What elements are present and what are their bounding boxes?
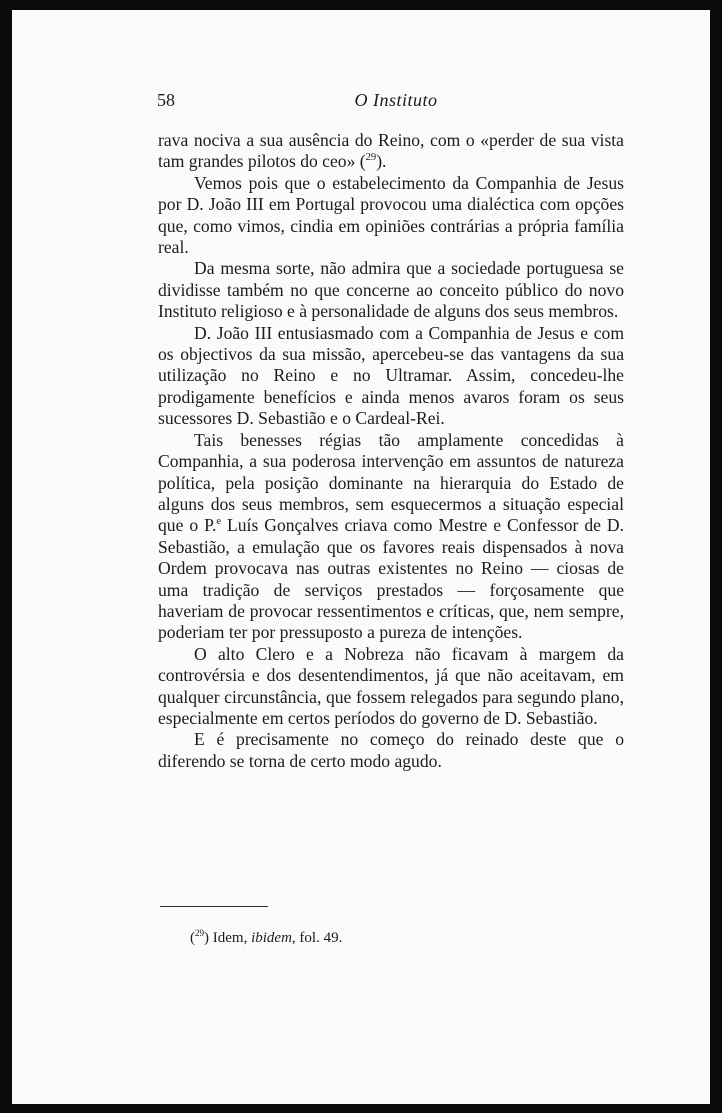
paragraph-7: E é precisamente no começo do reinado deste que o diferendo se torna de certo modo agudo. — [158, 729, 624, 771]
running-head — [157, 90, 635, 116]
footnote-reference: 29 — [365, 152, 377, 164]
footnote-text-before: Idem, — [209, 930, 252, 946]
footnote-text-after: , fol. 49. — [291, 930, 343, 946]
footnote-close: ) — [204, 930, 209, 946]
page-number: 58 — [157, 90, 175, 110]
footnote — [190, 928, 630, 948]
footnote-open: ( — [190, 930, 195, 946]
footnote-number: 29 — [195, 928, 204, 938]
superscript-e: e — [216, 516, 222, 528]
paragraph-1-text-after: ). — [376, 151, 387, 172]
footnote-divider — [160, 906, 268, 907]
running-title: O Instituto — [354, 90, 438, 110]
paragraph-5-text-after: Luís Gonçalves criava como Mestre e Confessor de D. Sebastião, a emulação que os favores reais dispensados à nova Ordem provocava nas outras existentes no Reino — ciosas de uma tradição de serviços prestados — forçosamente que haveriam de provocar ressentimentos e críticas, que, nem sempre, poderiam ter por pressuposto a pureza de intenções. — [158, 515, 624, 643]
footnote-italic: ibidem — [251, 930, 292, 946]
paragraph-3: Da mesma sorte, não admira que a sociedade portuguesa se dividisse também no que concerne ao conceito público do novo Instituto religioso e à personalidade de alguns dos seus membros. — [158, 258, 624, 322]
body-text — [158, 130, 624, 772]
paragraph-4: D. João III entusiasmado com a Companhia de Jesus e com os objectivos da sua missão, apercebeu-se das vantagens da sua utilização no Reino e no Ultramar. Assim, concedeu-lhe prodigamente benefícios e ainda menos avaros foram os seus sucessores D. Sebastião e o Cardeal-Rei. — [158, 322, 624, 429]
paragraph-1-text-before: rava nociva a sua ausência do Reino, com o «perder de sua vista tam grandes pilotos do ceo» ( — [158, 130, 624, 172]
paragraph-5-text-before: Tais benesses régias tão amplamente concedidas à Companhia, a sua poderosa intervenção em assuntos de natureza política, pela posição dominante na hierarquia do Estado de alguns dos seus membros, sem esquecermos a situação especial que o P. — [158, 429, 624, 536]
book-page — [12, 10, 710, 1104]
paragraph-5 — [158, 430, 624, 644]
paragraph-6: O alto Clero e a Nobreza não ficavam à margem da controvérsia e dos desentendimentos, já que não aceitavam, em qualquer circunstância, que fossem relegados para segundo plano, especialmente em certos períodos do governo de D. Sebastião. — [158, 643, 624, 728]
paragraph-2: Vemos pois que o estabelecimento da Companhia de Jesus por D. João III em Portugal provocou uma dialéctica com opções que, como vimos, cindia em opiniões contrárias a própria família real. — [158, 172, 624, 258]
paragraph-1 — [158, 130, 624, 173]
